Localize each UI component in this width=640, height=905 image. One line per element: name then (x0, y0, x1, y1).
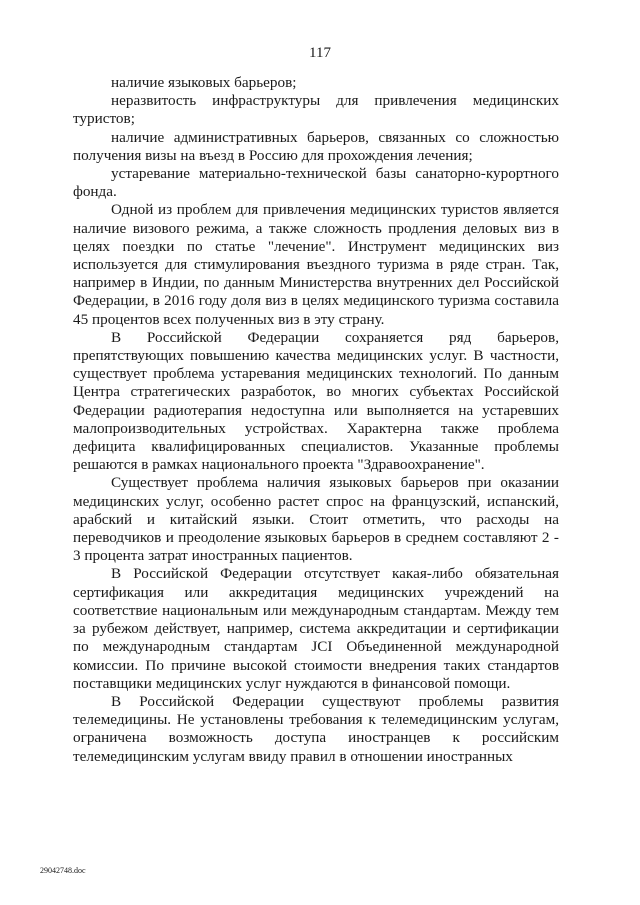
paragraph: В Российской Федерации сохраняется ряд барьеров, препятствующих повышению качества медицинских услуг. В частности, существует проблема устаревания медицинских технологий. По данным Центра стратегических разработок, во многих субъектах Российской Федерации радиотерапия недоступна или выполняется на устаревших малопроизводительных устройствах. Характерна также проблема дефицита квалифицированных специалистов. Указанные проблемы решаются в рамках национального проекта "Здравоохранение". (73, 328, 559, 474)
page-number: 117 (309, 45, 331, 61)
paragraph: В Российской Федерации отсутствует какая-либо обязательная сертификация или аккредитация медицинских учреждений на соответствие национальным или международным стандартам. Между тем за рубежом действует, например, система аккредитации и сертификации по международным стандартам JCI Объединенной международной комиссии. По причине высокой стоимости внедрения таких стандартов поставщики медицинских услуг нуждаются в финансовой помощи. (73, 565, 559, 692)
paragraph: наличие языковых барьеров; (111, 74, 297, 91)
paragraph: устаревание материально-технической базы санаторно-курортного фонда. (73, 165, 559, 201)
paragraph: наличие административных барьеров, связанных со сложностью получения визы на въезд в Россию для прохождения лечения; (73, 128, 559, 164)
footer-filename: 29042748.doc (40, 866, 86, 875)
paragraph: Существует проблема наличия языковых барьеров при оказании медицинских услуг, особенно растет спрос на французский, испанский, арабский и китайский языки. Стоит отметить, что расходы на переводчиков и преодоление языковых барьеров в среднем составляют 2 - 3 процента затрат иностранных пациентов. (73, 474, 559, 565)
paragraph: неразвитость инфраструктуры для привлечения медицинских туристов; (73, 92, 559, 128)
paragraph: Одной из проблем для привлечения медицинских туристов является наличие визового режима, а также сложность продления деловых виз в целях поездки по статье "лечение". Инструмент медицинских виз используется для стимулирования въездного туризма в ряде стран. Так, например в Индии, по данным Министерства внутренних дел Российской Федерации, в 2016 году доля виз в целях медицинского туризма составила 45 процентов всех полученных виз в эту страну. (73, 201, 559, 328)
paragraph: В Российской Федерации существуют проблемы развития телемедицины. Не установлены требования к телемедицинским услугам, ограничена возможность доступа иностранцев к российским телемедицинским услугам ввиду правил в отношении иностранных (73, 692, 559, 765)
document-body (73, 74, 559, 766)
